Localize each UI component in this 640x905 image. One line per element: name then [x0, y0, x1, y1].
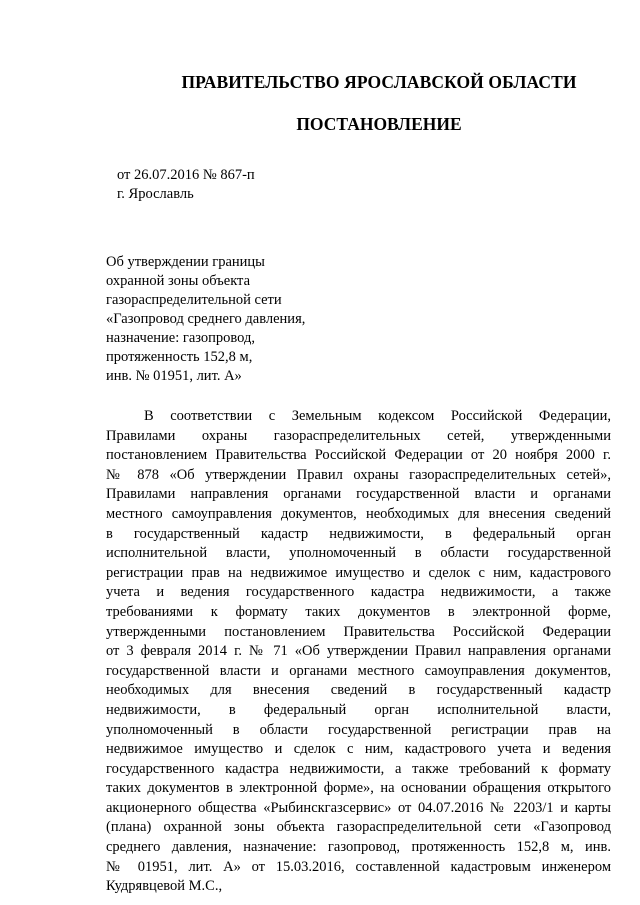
body-line: В соответствии с Земельным кодексом Российской Федерации,: [144, 408, 611, 424]
body-line: местного самоуправления документов, необходимых для внесения сведений: [106, 505, 611, 522]
subject-line: Об утверждении границы: [106, 254, 265, 270]
subject-line: назначение: газопровод,: [106, 330, 255, 346]
body-line: утвержденными постановлением Правительства Российской Федерации: [106, 623, 611, 640]
subject-line: газораспределительной сети: [106, 292, 282, 308]
subject-line: охранной зоны объекта: [106, 273, 251, 289]
body-line: в государственный кадастр недвижимости, в федеральный орган: [106, 525, 611, 542]
authority-heading: ПРАВИТЕЛЬСТВО ЯРОСЛАВСКОЙ ОБЛАСТИ: [181, 72, 577, 92]
city: г. Ярославль: [117, 186, 194, 202]
body-line: Правилами направления органами государственной власти и органами: [106, 486, 611, 503]
body-line: уполномоченный в области государственной регистрации прав на: [106, 721, 611, 738]
body-line: недвижимое имущество и сделок с ним, кадастрового учета и ведения: [106, 741, 611, 758]
subject-line: протяженность 152,8 м,: [106, 349, 253, 365]
body-line: Правилами охраны газораспределительных сетей, утвержденными: [106, 427, 611, 444]
document-meta: [117, 166, 255, 204]
document-type-heading: ПОСТАНОВЛЕНИЕ: [296, 114, 462, 134]
body-line: от 3 февраля 2014 г. № 71 «Об утверждении Правил направления органами: [106, 643, 611, 660]
body-line: № 878 «Об утверждении Правил охраны газораспределительных сетей»,: [106, 466, 611, 483]
body-line: недвижимости, в федеральный орган исполнительной власти,: [106, 701, 611, 718]
body-line: требованиями к формату таких документов в электронной форме,: [106, 603, 611, 620]
subject-line: инв. № 01951, лит. А»: [106, 368, 242, 384]
body-line: постановлением Правительства Российской Федерации от 20 ноября 2000 г.: [106, 447, 611, 464]
body-line: таких документов в электронной форме», на основании обращения открытого: [106, 780, 611, 797]
body-paragraph: [106, 407, 611, 897]
body-line: исполнительной власти, уполномоченный в области государственной: [106, 545, 611, 562]
body-line: государственного кадастра недвижимости, а также требований к формату: [106, 760, 611, 777]
body-line: среднего давления, назначение: газопровод, протяженность 152,8 м, инв.: [106, 839, 611, 856]
body-line: акционерного общества «Рыбинскгазсервис» от 04.07.2016 № 2203/1 и карты: [106, 799, 611, 816]
body-line: № 01951, лит. А» от 15.03.2016, составленной кадастровым инженером: [106, 858, 611, 875]
document-subject: [106, 253, 366, 386]
body-line: учета и ведения государственного кадастра недвижимости, а также: [106, 584, 611, 601]
subject-line: «Газопровод среднего давления,: [106, 311, 306, 327]
body-line: необходимых для внесения сведений в государственный кадастр: [106, 682, 611, 699]
body-line: государственной власти и органами местного самоуправления документов,: [106, 662, 611, 679]
body-line: Кудрявцевой М.С.,: [106, 878, 223, 895]
date-number: от 26.07.2016 № 867-п: [117, 167, 255, 183]
body-line: регистрации прав на недвижимое имущество и сделок с ним, кадастрового: [106, 564, 611, 581]
body-line: (плана) охранной зоны объекта газораспределительной сети «Газопровод: [106, 819, 611, 836]
